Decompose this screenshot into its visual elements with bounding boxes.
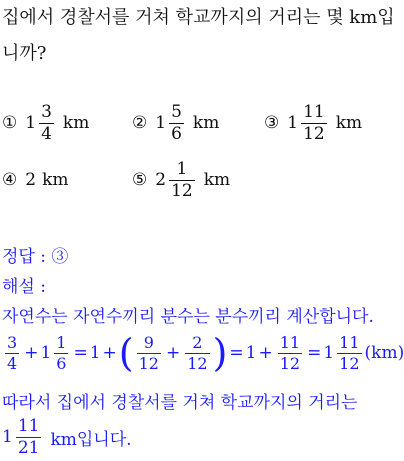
fraction-numerator: 3 xyxy=(41,101,52,122)
fraction-numerator: 3 xyxy=(7,332,18,352)
option-marker: ③ xyxy=(264,113,280,133)
option-1[interactable] xyxy=(2,98,89,148)
fraction-numerator: 9 xyxy=(143,332,154,352)
option-fraction xyxy=(169,101,184,144)
option-2[interactable] xyxy=(132,98,219,148)
equals-sign: = xyxy=(229,343,244,363)
plus-sign: + xyxy=(258,343,273,363)
explanation-step-3: 따라서 집에서 경찰서를 거쳐 학교까지의 거리는 xyxy=(2,393,358,413)
fraction-denominator: 12 xyxy=(339,353,360,373)
plus-sign: + xyxy=(102,343,117,363)
fraction xyxy=(278,332,302,373)
explanation-step-1: 자연수는 자연수끼리 분수는 분수끼리 계산합니다. xyxy=(2,307,374,327)
whole-number: 1 xyxy=(245,343,257,363)
fraction-numerator: 11 xyxy=(339,332,360,352)
question-text xyxy=(2,0,398,72)
fraction-numerator: 1 xyxy=(176,158,188,179)
option-whole: 1 xyxy=(287,113,299,133)
plus-sign: + xyxy=(165,343,181,363)
fraction-numerator: 5 xyxy=(171,101,182,122)
fraction-denominator: 4 xyxy=(7,353,18,373)
option-unit: km xyxy=(62,113,90,133)
fraction xyxy=(16,415,42,458)
fraction-denominator: 4 xyxy=(41,123,52,144)
fraction-denominator: 12 xyxy=(138,353,159,373)
option-fraction xyxy=(39,101,54,144)
option-unit: km xyxy=(203,170,231,190)
mixed-whole: 1 xyxy=(40,343,52,363)
question-line-1: 집에서 경찰서를 거쳐 학교까지의 거리는 몇 km입 xyxy=(2,7,395,28)
fraction-denominator: 12 xyxy=(171,180,193,201)
answer-label: 정답 : ③ xyxy=(2,247,69,267)
fraction xyxy=(337,332,361,373)
option-fraction xyxy=(301,101,327,144)
unit-label: (km) xyxy=(364,343,404,363)
explanation-label: 해설 : xyxy=(2,277,46,297)
option-whole: 1 xyxy=(155,113,167,133)
option-whole: 2 xyxy=(155,170,167,190)
right-paren: ) xyxy=(212,331,228,375)
fraction-denominator: 12 xyxy=(279,353,301,373)
question-line-2: 니까? xyxy=(2,43,47,64)
fraction xyxy=(137,332,161,373)
equals-sign: = xyxy=(307,343,322,363)
whole-number: 1 xyxy=(89,343,101,363)
option-whole: 2 xyxy=(25,170,37,190)
option-5[interactable] xyxy=(132,155,230,205)
fraction-numerator: 11 xyxy=(279,332,301,352)
fraction-denominator: 12 xyxy=(303,123,325,144)
option-unit: km xyxy=(42,170,69,190)
plus-sign: + xyxy=(24,343,39,363)
option-unit: km xyxy=(192,113,220,133)
option-marker: ② xyxy=(132,113,148,133)
final-answer xyxy=(2,414,132,460)
fraction-numerator: 11 xyxy=(303,101,325,122)
fraction xyxy=(185,332,209,373)
fraction-numerator: 2 xyxy=(192,332,203,352)
fraction-denominator: 21 xyxy=(17,437,40,458)
left-paren: ( xyxy=(118,331,134,375)
explanation-equation xyxy=(2,330,404,376)
fraction-numerator: 11 xyxy=(17,415,40,436)
final-answer-text: km입니다. xyxy=(50,429,132,450)
option-marker: ⑤ xyxy=(132,170,148,190)
option-unit: km xyxy=(335,113,363,133)
option-4[interactable] xyxy=(2,155,69,205)
fraction-denominator: 6 xyxy=(56,353,67,373)
mixed-whole: 1 xyxy=(323,343,335,363)
mixed-whole: 1 xyxy=(2,427,13,447)
fraction xyxy=(5,332,19,373)
option-fraction xyxy=(169,158,195,201)
fraction-denominator: 12 xyxy=(187,353,208,373)
equals-sign: = xyxy=(73,343,88,363)
option-marker: ① xyxy=(2,113,18,133)
fraction xyxy=(54,332,68,373)
fraction-denominator: 6 xyxy=(171,123,182,144)
option-marker: ④ xyxy=(2,170,18,190)
option-whole: 1 xyxy=(25,113,37,133)
fraction-numerator: 1 xyxy=(56,332,67,352)
option-3[interactable] xyxy=(264,98,362,148)
